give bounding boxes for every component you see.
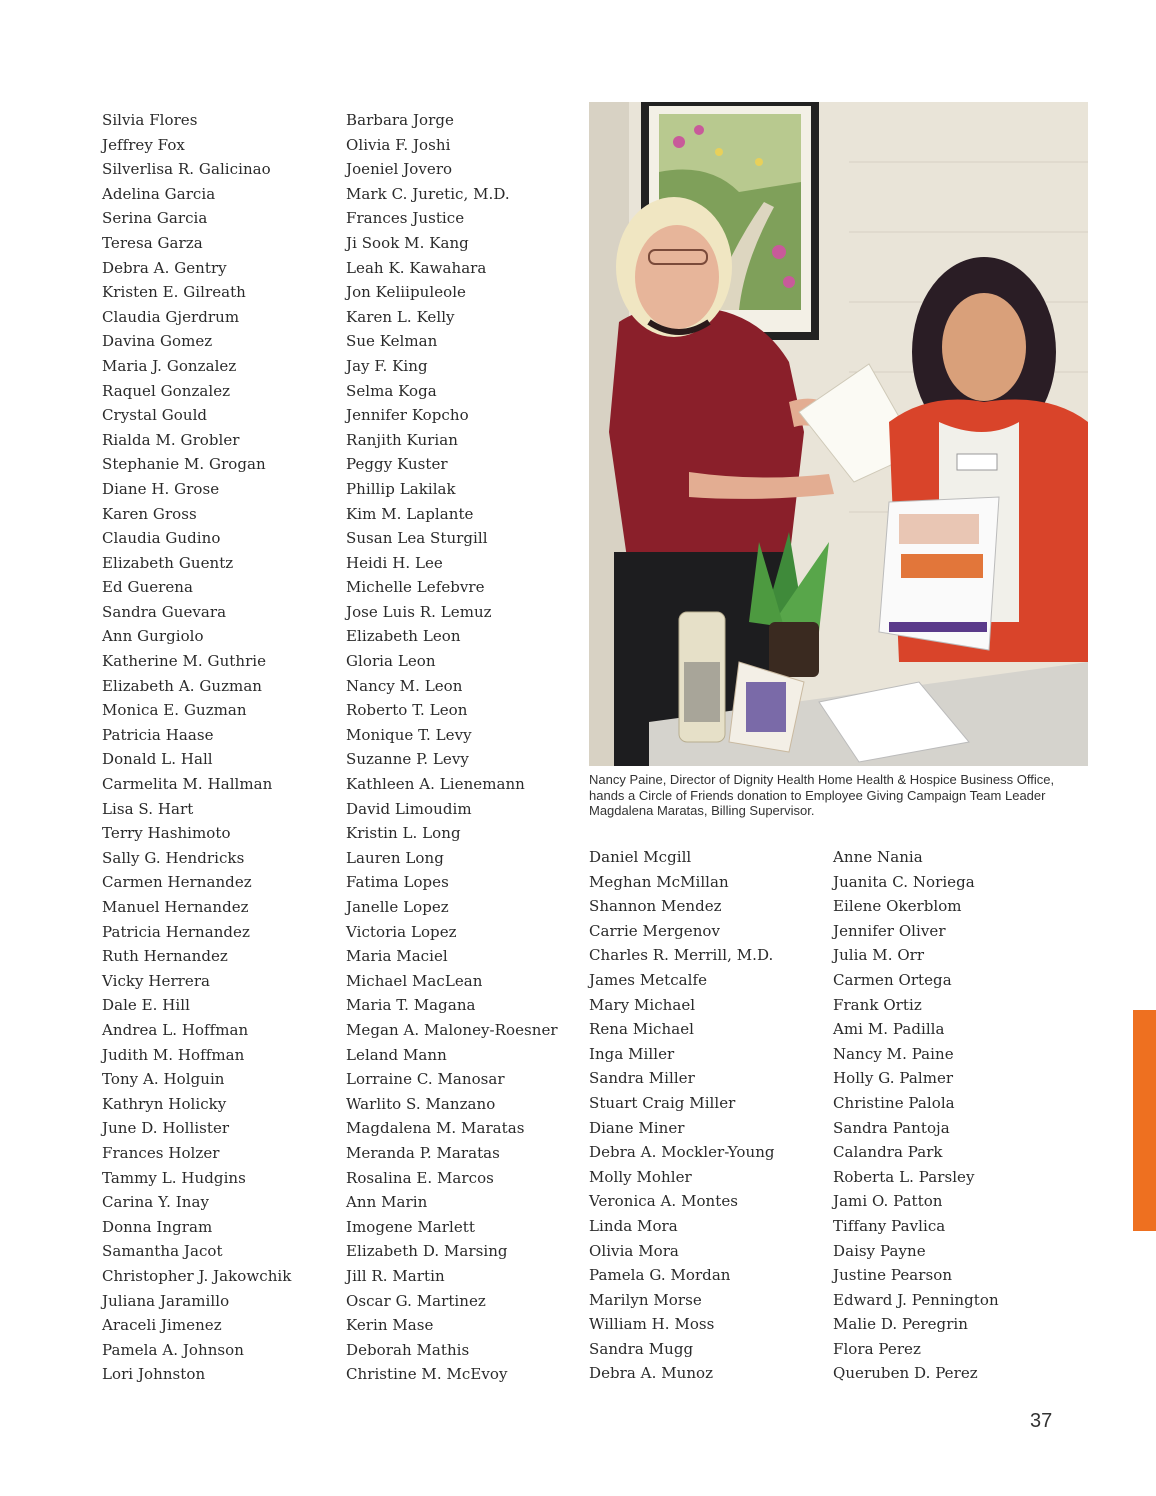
- donor-name: Silverlisa R. Galicinao: [102, 160, 271, 179]
- donor-name: Imogene Marlett: [346, 1217, 475, 1236]
- donor-name: Tiffany Pavlica: [833, 1216, 946, 1235]
- donor-name: Mark C. Juretic, M.D.: [346, 184, 510, 203]
- donor-name: Jeffrey Fox: [102, 135, 185, 154]
- section-tab-marker: [1133, 1010, 1156, 1231]
- page-number: 37: [1030, 1410, 1053, 1432]
- donor-name: Magdalena M. Maratas: [346, 1119, 525, 1138]
- donor-name: Holly G. Palmer: [833, 1069, 954, 1088]
- donor-name: Ranjith Kurian: [346, 430, 458, 449]
- donor-name: Araceli Jimenez: [102, 1316, 222, 1335]
- donor-name: Elizabeth A. Guzman: [102, 676, 263, 695]
- donor-name: Ruth Hernandez: [102, 947, 228, 966]
- donor-name: Monique T. Levy: [346, 725, 472, 744]
- donor-name: Michael MacLean: [346, 971, 483, 990]
- donor-name: Sandra Mugg: [589, 1339, 694, 1358]
- donor-name: Maria T. Magana: [346, 996, 476, 1015]
- donor-name: Claudia Gudino: [102, 529, 221, 548]
- donor-name: Frances Justice: [346, 209, 465, 228]
- donor-name: Lisa S. Hart: [102, 799, 194, 818]
- donor-name: Mary Michael: [589, 995, 696, 1014]
- donor-name: Nancy M. Leon: [346, 676, 463, 695]
- donor-name: Carmelita M. Hallman: [102, 775, 273, 794]
- donor-name: Flora Perez: [833, 1339, 921, 1358]
- donor-name: Heidi H. Lee: [346, 553, 443, 572]
- donor-name: Kristen E. Gilreath: [102, 283, 246, 302]
- donor-name: Sandra Guevara: [102, 602, 227, 621]
- donor-name: Patricia Hernandez: [102, 922, 250, 941]
- donor-name: Tony A. Holguin: [102, 1070, 225, 1089]
- donor-name: Joeniel Jovero: [346, 160, 453, 179]
- donation-photo: [589, 102, 1088, 766]
- donor-name: Pamela A. Johnson: [102, 1340, 244, 1359]
- donor-name: Ann Marin: [346, 1193, 428, 1212]
- donor-name: Ann Gurgiolo: [102, 627, 204, 646]
- donor-name: Olivia Mora: [589, 1241, 679, 1260]
- donor-name: Roberta L. Parsley: [833, 1167, 975, 1186]
- donor-name: William H. Moss: [589, 1315, 715, 1334]
- donor-name: Julia M. Orr: [833, 946, 925, 965]
- donor-name: Debra A. Mockler-Young: [589, 1143, 775, 1162]
- donor-column-3: [589, 845, 775, 1386]
- donor-name: Sandra Miller: [589, 1069, 695, 1088]
- donor-name: Leah K. Kawahara: [346, 258, 487, 277]
- photo-illustration: [589, 102, 1088, 766]
- donor-name: Fatima Lopes: [346, 873, 449, 892]
- donor-name: Kathleen A. Lienemann: [346, 775, 525, 794]
- donor-name: Christopher J. Jakowchik: [102, 1266, 292, 1285]
- donor-name: Jon Keliipuleole: [346, 283, 466, 302]
- donor-name: Debra A. Munoz: [589, 1364, 714, 1383]
- donor-name: Jay F. King: [346, 356, 428, 375]
- donor-name: Diane Miner: [589, 1118, 685, 1137]
- donor-name: Monica E. Guzman: [102, 701, 247, 720]
- donor-name: Dale E. Hill: [102, 996, 190, 1015]
- donor-name: Daisy Payne: [833, 1241, 926, 1260]
- donor-name: Veronica A. Montes: [589, 1192, 739, 1211]
- donor-name: Davina Gomez: [102, 332, 213, 351]
- donor-column-2: [346, 108, 558, 1387]
- donor-name: Janelle Lopez: [346, 898, 449, 916]
- donor-name: Maria Maciel: [346, 947, 448, 966]
- donor-name: Michelle Lefebvre: [346, 578, 485, 597]
- donor-name: Gloria Leon: [346, 652, 436, 671]
- donor-name: Suzanne P. Levy: [346, 750, 469, 769]
- donor-name: Ed Guerena: [102, 578, 193, 597]
- donor-name: June D. Hollister: [102, 1119, 230, 1138]
- donor-name: Jami O. Patton: [833, 1192, 943, 1211]
- donor-column-4: [833, 845, 999, 1386]
- donor-name: Lauren Long: [346, 848, 444, 867]
- donor-name: Carina Y. Inay: [102, 1193, 209, 1212]
- donor-name: Diane H. Grose: [102, 479, 220, 498]
- donor-name: Malie D. Peregrin: [833, 1315, 968, 1334]
- donor-name: Peggy Kuster: [346, 455, 448, 474]
- donor-name: Serina Garcia: [102, 209, 208, 228]
- donor-name: Donald L. Hall: [102, 750, 213, 769]
- donor-name: Charles R. Merrill, M.D.: [589, 946, 774, 965]
- donor-name: Warlito S. Manzano: [346, 1094, 496, 1113]
- donor-name: Kerin Mase: [346, 1316, 434, 1335]
- donor-name: Barbara Jorge: [346, 111, 454, 129]
- donor-name: Marilyn Morse: [589, 1290, 702, 1309]
- donor-name: Jill R. Martin: [346, 1266, 445, 1285]
- donor-name: Katherine M. Guthrie: [102, 652, 267, 671]
- donor-name: Sue Kelman: [346, 332, 438, 351]
- donor-name: Vicky Herrera: [102, 971, 211, 990]
- donor-name: Megan A. Maloney-Roesner: [346, 1020, 558, 1039]
- donor-name: Kathryn Holicky: [102, 1094, 227, 1113]
- donor-name: Jennifer Kopcho: [346, 406, 469, 425]
- donor-name: Inga Miller: [589, 1044, 675, 1063]
- donor-name: Elizabeth D. Marsing: [346, 1242, 508, 1261]
- donor-name: Tammy L. Hudgins: [102, 1168, 246, 1187]
- donor-name: Calandra Park: [833, 1143, 943, 1162]
- donor-name: Susan Lea Sturgill: [346, 529, 488, 548]
- donor-name: Olivia F. Joshi: [346, 135, 451, 154]
- donor-name: Meranda P. Maratas: [346, 1143, 500, 1162]
- donor-name: Teresa Garza: [102, 233, 203, 252]
- donor-name: Frances Holzer: [102, 1143, 220, 1162]
- donor-name: Molly Mohler: [589, 1167, 692, 1186]
- donor-name: Christine Palola: [833, 1093, 955, 1112]
- donor-name: Ji Sook M. Kang: [346, 233, 469, 252]
- donor-name: Crystal Gould: [102, 406, 208, 425]
- donor-name: David Limoudim: [346, 799, 472, 818]
- donor-name: Carrie Mergenov: [589, 921, 721, 940]
- donor-name: Selma Koga: [346, 381, 437, 400]
- donor-name: Elizabeth Guentz: [102, 553, 234, 572]
- donor-name: Karen Gross: [102, 504, 197, 523]
- donor-name: Carmen Ortega: [833, 970, 952, 989]
- donor-name: Leland Mann: [346, 1045, 447, 1064]
- donor-name: Pamela G. Mordan: [589, 1266, 731, 1285]
- donor-name: Sandra Pantoja: [833, 1118, 950, 1137]
- donor-name: James Metcalfe: [589, 970, 708, 989]
- donor-name: Silvia Flores: [102, 111, 198, 129]
- donor-name: Jose Luis R. Lemuz: [346, 602, 492, 621]
- donor-name: Deborah Mathis: [346, 1340, 470, 1359]
- donor-name: Terry Hashimoto: [102, 824, 231, 843]
- donor-name: Judith M. Hoffman: [102, 1045, 245, 1064]
- donor-name: Stephanie M. Grogan: [102, 455, 266, 474]
- donor-name: Andrea L. Hoffman: [102, 1020, 249, 1039]
- donor-name: Linda Mora: [589, 1216, 678, 1235]
- donor-name: Karen L. Kelly: [346, 307, 455, 326]
- donor-name: Ami M. Padilla: [833, 1020, 945, 1039]
- donor-name: Sally G. Hendricks: [102, 848, 245, 867]
- donor-name: Meghan McMillan: [589, 872, 729, 891]
- donor-name: Carmen Hernandez: [102, 873, 252, 892]
- donor-name: Edward J. Pennington: [833, 1290, 999, 1309]
- donor-name: Frank Ortiz: [833, 995, 922, 1014]
- photo-caption: Nancy Paine, Director of Dignity Health Home Health & Hospice Business Office, hands a Circle of Friends donation to Employee Giving Campaign Team Leader Magdalena Maratas, Billing Supervisor.: [589, 772, 1055, 818]
- donor-name: Justine Pearson: [833, 1266, 953, 1285]
- donor-name: Samantha Jacot: [102, 1242, 223, 1261]
- donor-name: Juliana Jaramillo: [102, 1291, 230, 1310]
- donor-name: Phillip Lakilak: [346, 479, 456, 498]
- donor-name: Rena Michael: [589, 1020, 694, 1039]
- donor-name: Kristin L. Long: [346, 824, 461, 843]
- donor-name: Donna Ingram: [102, 1217, 213, 1236]
- donor-name: Anne Nania: [833, 848, 923, 866]
- donor-name: Shannon Mendez: [589, 897, 722, 916]
- donor-name: Stuart Craig Miller: [589, 1093, 736, 1112]
- donor-name: Adelina Garcia: [102, 184, 216, 203]
- donor-name: Rialda M. Grobler: [102, 430, 240, 449]
- donor-name: Patricia Haase: [102, 725, 214, 744]
- donor-name: Queruben D. Perez: [833, 1364, 978, 1383]
- donor-name: Rosalina E. Marcos: [346, 1168, 494, 1187]
- donor-name: Claudia Gjerdrum: [102, 307, 240, 326]
- donor-name: Raquel Gonzalez: [102, 381, 231, 400]
- donor-name: Daniel Mcgill: [589, 848, 692, 866]
- donor-name: Jennifer Oliver: [833, 921, 946, 940]
- donor-name: Debra A. Gentry: [102, 258, 227, 277]
- donor-name: Juanita C. Noriega: [833, 872, 975, 891]
- donor-name: Elizabeth Leon: [346, 627, 461, 646]
- donor-name: Oscar G. Martinez: [346, 1291, 486, 1310]
- donor-name: Kim M. Laplante: [346, 504, 474, 523]
- donor-name: Lorraine C. Manosar: [346, 1070, 505, 1089]
- donor-name: Christine M. McEvoy: [346, 1365, 508, 1384]
- donor-name: Nancy M. Paine: [833, 1044, 954, 1063]
- donor-name: Eilene Okerblom: [833, 897, 962, 916]
- donor-name: Victoria Lopez: [346, 922, 457, 941]
- donor-column-1: [102, 108, 291, 1387]
- donor-name: Maria J. Gonzalez: [102, 356, 237, 375]
- donor-name: Manuel Hernandez: [102, 898, 249, 916]
- donor-name: Lori Johnston: [102, 1365, 206, 1384]
- donor-name: Roberto T. Leon: [346, 701, 468, 720]
